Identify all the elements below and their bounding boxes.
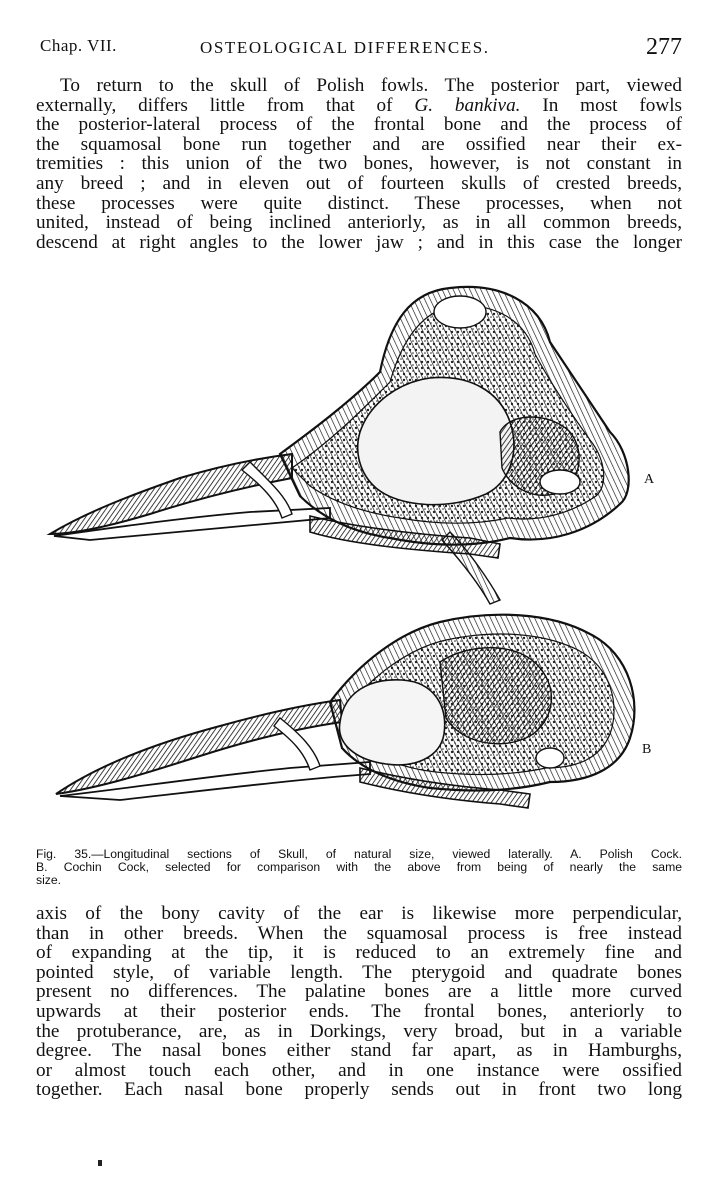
text-line: united, instead of being inclined anteriorly, as in all common breeds, xyxy=(36,212,682,234)
chapter-label: Chap. VII. xyxy=(40,36,117,55)
caption-line: B. Cochin Cock, selected for comparison with the above from being of nearly the same xyxy=(36,860,682,874)
text-line: degree. The nasal bones either stand far apart, as in Hamburghs, xyxy=(36,1040,682,1062)
print-mark xyxy=(98,1160,102,1166)
text-line: upwards at their posterior ends. The frontal bones, anteriorly to xyxy=(36,1000,682,1022)
text-line: tremities : this union of the two bones, however, is not constant in xyxy=(36,153,682,175)
text-line: present no differences. The palatine bones are a little more curved xyxy=(36,981,682,1003)
paragraph-bottom xyxy=(36,904,682,1100)
text-line xyxy=(36,96,682,116)
text-fragment: externally, differs little from that of xyxy=(36,94,415,116)
caption-line: size. xyxy=(36,873,62,887)
caption-line: Fig. 35.—Longitudinal sections of Skull, of natural size, viewed laterally. A. Polish Cock. xyxy=(36,847,682,861)
skull-figure xyxy=(30,282,678,842)
text-line: or almost touch each other, and in one instance were ossified xyxy=(36,1059,682,1081)
text-fragment: In most fowls xyxy=(520,94,682,116)
paragraph-top xyxy=(36,76,682,252)
text-line: descend at right angles to the lower jaw ; and in this case the longer xyxy=(36,231,682,253)
text-line: these processes were quite distinct. These processes, when not xyxy=(36,192,682,214)
text-line: the squamosal bone run together and are ossified near their ex- xyxy=(36,133,682,155)
text-line: than in other breeds. When the squamosal process is free instead xyxy=(36,922,682,944)
species-name: G. bankiva. xyxy=(414,94,521,116)
figure-label-a: A xyxy=(644,472,655,487)
skull-illustration xyxy=(30,282,678,842)
skull-a-drawing xyxy=(50,287,629,604)
text-line: of expanding at the tip, it is reduced to an extremely fine and xyxy=(36,942,682,964)
text-line: together. Each nasal bone properly sends out in front two long xyxy=(36,1079,682,1101)
text-line: any breed ; and in eleven out of fourteen skulls of crested breeds, xyxy=(36,172,682,194)
text-line: To return to the skull of Polish fowls. The posterior part, viewed xyxy=(60,75,682,96)
skull-b-drawing xyxy=(56,615,634,808)
figure-label-b: B xyxy=(642,742,652,757)
figure-caption xyxy=(36,848,682,887)
page-number: 277 xyxy=(646,34,682,60)
text-line: the protuberance, are, as in Dorkings, very broad, but in a variable xyxy=(36,1020,682,1042)
text-line: axis of the bony cavity of the ear is likewise more perpendicular, xyxy=(36,903,682,924)
text-line: pointed style, of variable length. The pterygoid and quadrate bones xyxy=(36,961,682,983)
running-title: OSTEOLOGICAL DIFFERENCES. xyxy=(200,38,490,57)
text-line: the posterior-lateral process of the frontal bone and the process of xyxy=(36,114,682,136)
page-header xyxy=(40,26,682,66)
